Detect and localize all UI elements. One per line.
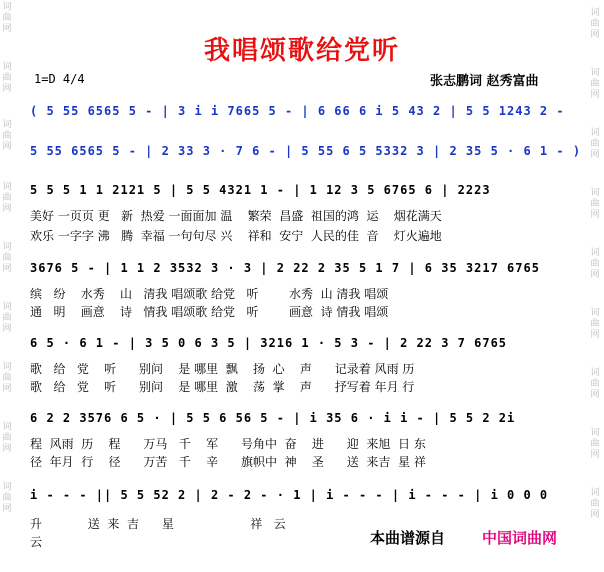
watermark-right-3: 词 曲 网: [590, 128, 600, 160]
watermark-left-6: 词 曲 网: [2, 302, 12, 334]
stave-5-lyrics-1: 升 送 来 吉 星 祥 云: [30, 517, 286, 531]
stave-1-lyrics-1: 美好 一页页 更 新 热爱 一面面加 温 繁荣 昌盛 祖国的鸿 运 烟花满天: [30, 209, 442, 223]
watermark-left-3: 词 曲 网: [2, 120, 12, 152]
watermark-right-1: 词 曲 网: [590, 8, 600, 40]
stave-1-lyrics-2: 欢乐 一字字 沸 腾 幸福 一句句尽 兴 祥和 安宁 人民的佳 音 灯火遍地: [30, 229, 442, 243]
watermark-right-8: 词 曲 网: [590, 428, 600, 460]
credits: 张志鹏词 赵秀富曲: [430, 74, 539, 89]
watermark-left-1: 词 曲 网: [2, 2, 12, 34]
stave-3-lyrics-2: 歌 给 党 听 别问 是 哪里 激 荡 掌 声 抒写着 年月 行: [30, 380, 415, 394]
stave-4-lyrics-1: 程 风雨 历 程 万马 千 军 号角中 奋 进 迎 来旭 日 东: [30, 437, 426, 451]
watermark-right-7: 词 曲 网: [590, 368, 600, 400]
intro-line-2: 5 55 6565 5 - | 2 33 3 · 7 6 - | 5 55 6 5 5332 3 | 2 35 5 · 6 1 - ): [30, 144, 582, 158]
stave-5-notes: i - - - || 5 5 52 2 | 2 - 2 - · 1 | i - - - | i - - - | i 0 0 0: [30, 488, 549, 502]
watermark-right-4: 词 曲 网: [590, 188, 600, 220]
watermark-right-6: 词 曲 网: [590, 308, 600, 340]
watermark-left-4: 词 曲 网: [2, 182, 12, 214]
stave-5-lyrics-2: 云: [30, 535, 43, 549]
stave-2-lyrics-1: 缤 纷 水秀 山 清我 唱颂歌 给党 听 水秀 山 清我 唱颂: [30, 287, 389, 301]
stave-1-notes: 5 5 5 1 1 2121 5 | 5 5 4321 1 - | 1 12 3 5 6765 6 | 2223: [30, 183, 491, 197]
stave-4-lyrics-2: 径 年月 行 径 万苦 千 辛 旗帜中 神 圣 送 来吉 星 祥: [30, 455, 426, 469]
stave-2-notes: 3676 5 - | 1 1 2 3532 3 · 3 | 2 22 2 35 5 1 7 | 6 35 3217 6765: [30, 261, 540, 275]
watermark-right-5: 词 曲 网: [590, 248, 600, 280]
watermark-left-5: 词 曲 网: [2, 242, 12, 274]
watermark-right-2: 词 曲 网: [590, 68, 600, 100]
site-name[interactable]: 中国词曲网: [482, 529, 558, 547]
stave-4-notes: 6 2 2 3576 6 5 · | 5 5 6 56 5 - | i 35 6 · i i - | 5 5 2 2i: [30, 411, 516, 425]
watermark-left-2: 词 曲 网: [2, 62, 12, 94]
intro-line-1: ( 5 55 6565 5 - | 3 i i 7665 5 - | 6 66 6 i 5 43 2 | 5 5 1243 2 -: [30, 104, 565, 118]
stave-2-lyrics-2: 通 明 画意 诗 情我 唱颂歌 给党 听 画意 诗 情我 唱颂: [30, 305, 389, 319]
stave-3-notes: 6 5 · 6 1 - | 3 5 0 6 3 5 | 3216 1 · 5 3 - | 2 22 3 7 6765: [30, 336, 508, 350]
watermark-left-7: 词 曲 网: [2, 362, 12, 394]
watermark-left-9: 词 曲 网: [2, 482, 12, 514]
song-title: 我唱颂歌给党听: [203, 36, 400, 66]
stave-3-lyrics-1: 歌 给 党 听 别问 是 哪里 飘 扬 心 声 记录着 风雨 历: [30, 362, 415, 376]
key-signature: 1=D 4/4: [34, 72, 85, 86]
watermark-left-8: 词 曲 网: [2, 422, 12, 454]
source-label: 本曲谱源自: [370, 529, 446, 547]
watermark-right-9: 词 曲 网: [590, 488, 600, 520]
